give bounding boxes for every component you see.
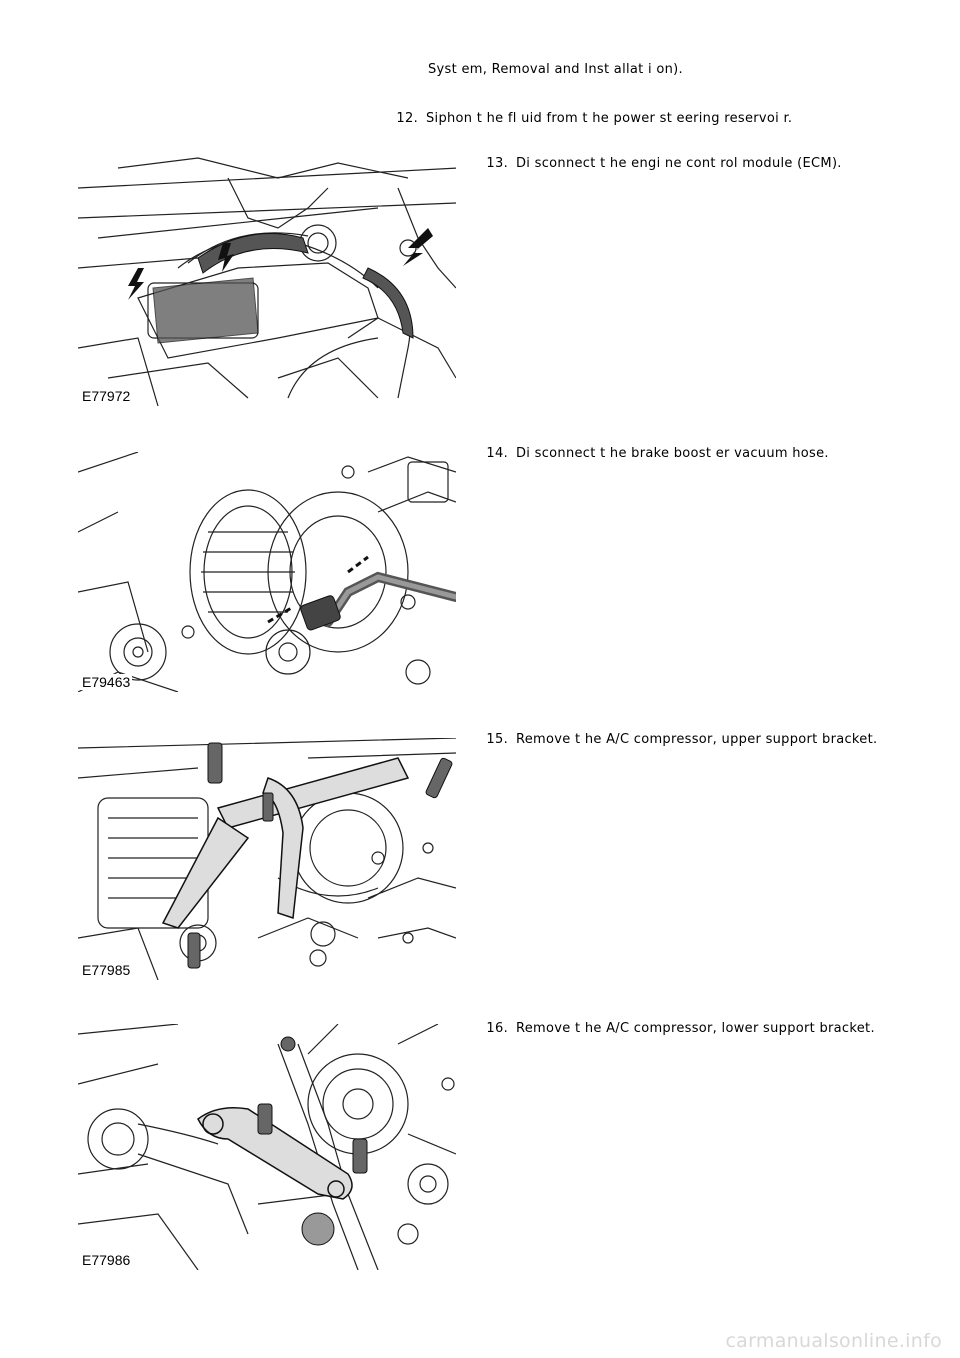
figure-upper-support-bracket xyxy=(78,738,456,980)
figure-lower-support-bracket xyxy=(78,1024,456,1270)
figure-ecm-disconnect xyxy=(78,148,456,406)
figure-label-e77985: E77985 xyxy=(82,962,131,978)
ecm-illustration xyxy=(78,148,456,406)
step-14-number: 14. xyxy=(486,446,508,461)
header-continuation: Syst em, Removal and Inst allat i on). xyxy=(428,62,683,77)
upper-bracket-illustration xyxy=(78,738,456,980)
step-12-number: 12. xyxy=(396,111,418,126)
step-14-text: Di sconnect t he brake boost er vacuum hose. xyxy=(516,446,829,461)
watermark: carmanualsonline.info xyxy=(725,1330,942,1352)
step-13-number: 13. xyxy=(486,156,508,171)
step-13-text: Di sconnect t he engi ne cont rol module (ECM). xyxy=(516,156,842,171)
step-12-text: Siphon t he fl uid from t he power st eering reservoi r. xyxy=(426,111,793,126)
lower-bracket-illustration xyxy=(78,1024,456,1270)
step-16-number: 16. xyxy=(486,1021,508,1036)
figure-label-e79463: E79463 xyxy=(82,674,131,690)
figure-label-e77986: E77986 xyxy=(82,1252,131,1268)
figure-brake-booster-hose xyxy=(78,452,456,692)
booster-hose-illustration xyxy=(78,452,456,692)
figure-label-e77972: E77972 xyxy=(82,388,131,404)
step-15-text: Remove t he A/C compressor, upper support bracket. xyxy=(516,732,878,747)
step-15-number: 15. xyxy=(486,732,508,747)
step-16-text: Remove t he A/C compressor, lower support bracket. xyxy=(516,1021,875,1036)
